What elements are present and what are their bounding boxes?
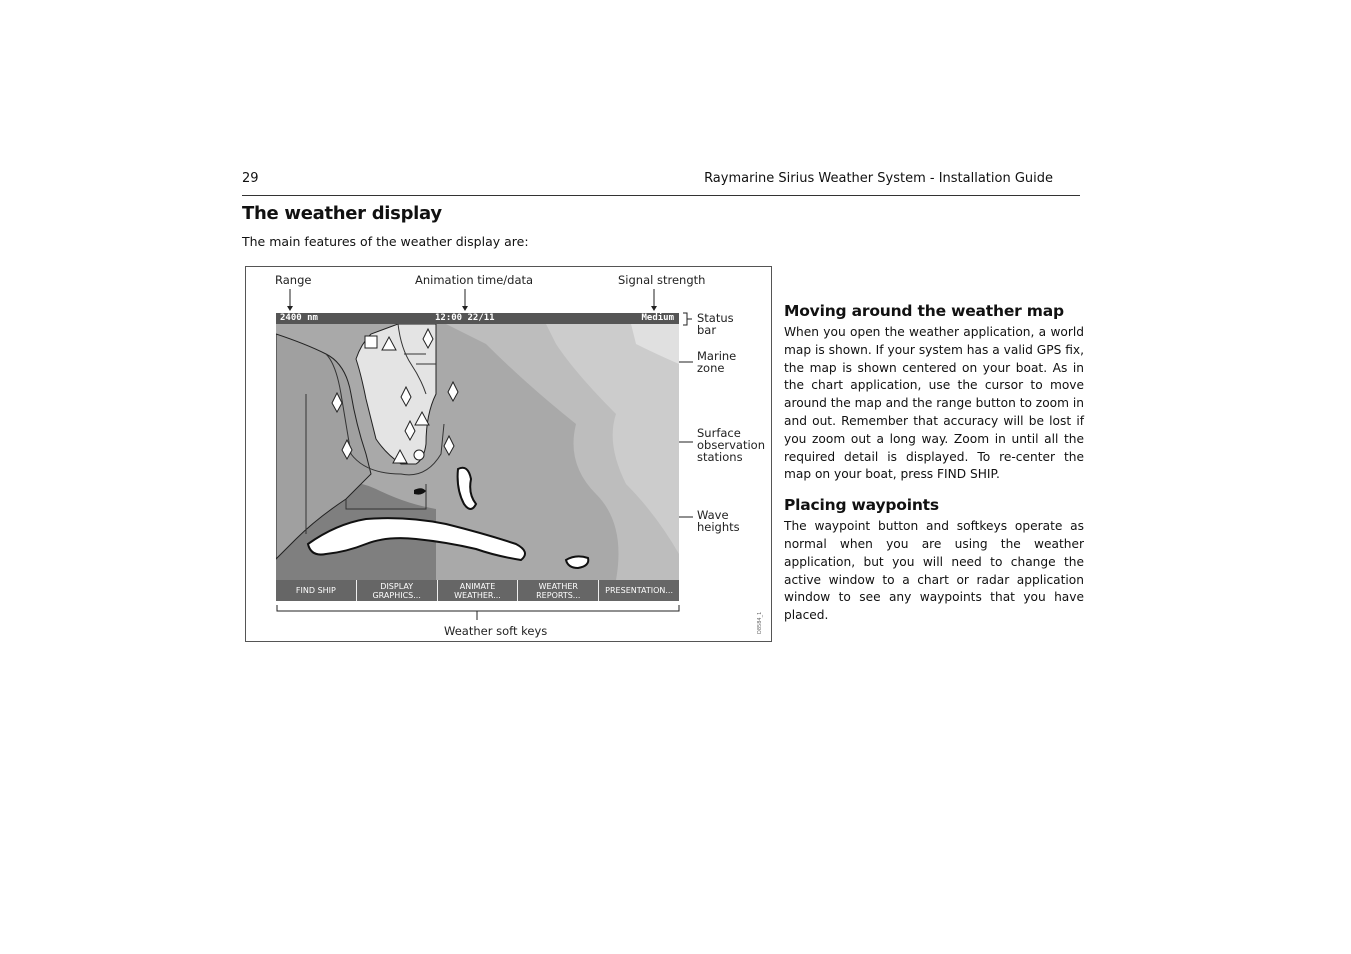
softkey-presentation[interactable]: PRESENTATION...: [605, 586, 673, 595]
section-title: The weather display: [242, 203, 442, 224]
signal-strength-label: Signal strength: [618, 273, 706, 287]
softkey-bar: [276, 580, 679, 601]
status-range: 2400 nm: [280, 313, 318, 323]
moving-heading: Moving around the weather map: [784, 302, 1064, 320]
page-number: 29: [242, 171, 259, 186]
status-signal: Medium: [641, 313, 674, 323]
waypoints-heading: Placing waypoints: [784, 496, 939, 515]
weather-screen: [276, 313, 679, 601]
status-bar-label: Status bar: [697, 311, 734, 337]
surface-stations-label: Surface observation stations: [697, 426, 766, 464]
status-bar: [276, 313, 679, 324]
intro-text: The main features of the weather display are:: [242, 234, 529, 249]
marine-zone-label: Marine zone: [697, 349, 737, 375]
softkey-weather-reports[interactable]: WEATHER REPORTS...: [518, 580, 599, 601]
soft-keys-label: Weather soft keys: [444, 624, 548, 638]
waypoints-body: The waypoint button and softkeys operate as normal when you are using the weather application, but you will need to change the active window to a chart or radar application window to see any waypoints that you have placed.: [784, 519, 1084, 623]
range-label: Range: [275, 273, 312, 287]
weather-map[interactable]: [276, 324, 679, 580]
animation-label: Animation time/data: [415, 273, 534, 287]
softkey-display-graphics[interactable]: DISPLAY GRAPHICS...: [357, 580, 438, 601]
running-head: Raymarine Sirius Weather System - Installation Guide: [704, 171, 1053, 186]
right-column: [784, 302, 1084, 637]
softkey-animate-weather[interactable]: ANIMATE WEATHER...: [438, 580, 519, 601]
moving-body: When you open the weather application, a world map is shown. If your system has a valid GPS fix, the map is shown centered on your boat. As in the chart application, use the cursor to move around the map and the range button to zoom in and out. Remember that accuracy will be lost if you zoom out a long way. Zoom in until all the required detail is displayed. To re-center the map on your boat, press FIND SHIP.: [784, 325, 1084, 482]
figure-code: D8584_1: [757, 611, 763, 634]
wave-heights-label: Wave heights: [697, 508, 740, 534]
softkey-find-ship[interactable]: FIND SHIP: [276, 580, 357, 601]
status-time: 12:00 22/11: [435, 313, 495, 323]
